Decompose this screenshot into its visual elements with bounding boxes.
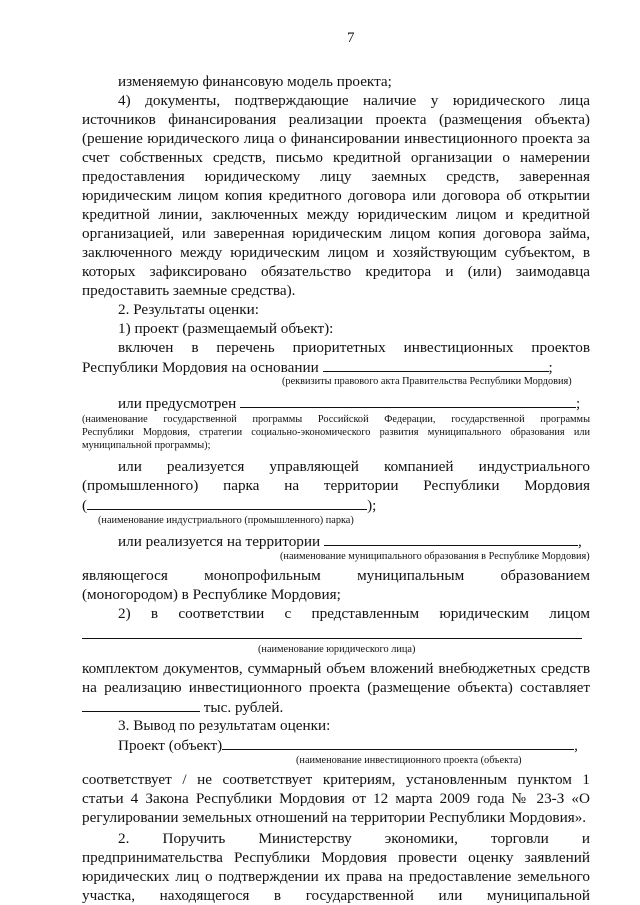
text-line: (промышленного) парка на территории Республики Мордовия bbox=[82, 477, 590, 494]
text-line bbox=[118, 531, 590, 551]
text-line: 2) в соответствии с представленным юридическим лицом bbox=[118, 605, 590, 622]
text-line: 4) документы, подтверждающие наличие у юридического лица bbox=[118, 92, 590, 109]
section-heading: 2. Результаты оценки: bbox=[118, 301, 260, 318]
field-caption: Республики Мордовия, стратегии социально-экономического развития муниципального образования или bbox=[82, 427, 590, 438]
text-fragment: тыс. рублей. bbox=[203, 699, 284, 716]
text-line: (моногородом) в Республике Мордовия; bbox=[82, 586, 341, 603]
text-fragment: Республики Мордовия на основании bbox=[82, 359, 319, 376]
field-caption: (наименование индустриального (промышленного) парка) bbox=[98, 515, 354, 526]
text-line bbox=[82, 495, 590, 515]
text-line bbox=[118, 393, 590, 413]
text-fragment: или реализуется на территории bbox=[118, 533, 321, 550]
blank-field bbox=[82, 697, 200, 712]
text-line: изменяемую финансовую модель проекта; bbox=[118, 73, 392, 90]
text-line: юридическим лицом копия кредитного договора или договора об открытии bbox=[82, 187, 590, 204]
text-line bbox=[118, 735, 590, 755]
text-line: предоставить заемные средства). bbox=[82, 282, 296, 299]
blank-field bbox=[323, 357, 549, 372]
text-line: которых зафиксировано обязательство кредитора и (или) заимодавца bbox=[82, 263, 590, 280]
text-line: включен в перечень приоритетных инвестиционных проектов bbox=[118, 339, 590, 356]
field-caption: (наименование муниципального образования в Республике Мордовия) bbox=[280, 551, 590, 562]
text-fragment: или предусмотрен bbox=[118, 395, 237, 412]
punctuation: , bbox=[577, 533, 582, 550]
punctuation: ; bbox=[548, 359, 553, 376]
text-line: заключенного между юридическим лицом и хозяйствующим субъектом, в bbox=[82, 244, 590, 261]
text-line: регулировании земельных отношений на территории Республики Мордовия». bbox=[82, 809, 587, 826]
text-line: 2. Поручить Министерству экономики, торговли и bbox=[118, 830, 590, 847]
punctuation: ); bbox=[367, 497, 377, 514]
blank-field bbox=[222, 735, 574, 750]
page-number: 7 bbox=[347, 30, 355, 46]
text-line: комплектом документов, суммарный объем вложений внебюджетных средств bbox=[82, 660, 590, 677]
text-line: на реализацию инвестиционного проекта (размещение объекта) составляет bbox=[82, 679, 590, 696]
field-caption: (наименование инвестиционного проекта (объекта) bbox=[296, 755, 522, 766]
punctuation: , bbox=[574, 737, 578, 754]
text-line: предоставления юридическому лицу заемных средств, заверенная bbox=[82, 168, 590, 185]
section-heading: 3. Вывод по результатам оценки: bbox=[118, 717, 331, 734]
field-caption: (наименование государственной программы Российской Федерации, государственной программы bbox=[82, 414, 590, 425]
text-line: предпринимательства Республики Мордовия провести оценку заявлений bbox=[82, 849, 590, 866]
text-line bbox=[82, 357, 590, 377]
text-line: 1) проект (размещаемый объект): bbox=[118, 320, 334, 337]
text-line: счет собственных средств, письмо кредитной организации о намерении bbox=[82, 149, 590, 166]
text-line: статьи 4 Закона Республики Мордовия от 12 марта 2009 года № 23-З «О bbox=[82, 790, 590, 807]
text-line bbox=[82, 697, 590, 717]
text-line: (решение юридического лица о финансировании инвестиционного проекта за bbox=[82, 130, 590, 147]
text-line: соответствует / не соответствует критериям, установленным пунктом 1 bbox=[82, 771, 590, 788]
field-caption: муниципальной программы); bbox=[82, 440, 211, 451]
blank-field bbox=[324, 531, 578, 546]
blank-field bbox=[240, 393, 576, 408]
text-line: организацией, или заверенная юридическим лицом копия договора займа, bbox=[82, 225, 590, 242]
field-caption: (реквизиты правового акта Правительства Республики Мордовия) bbox=[282, 376, 572, 387]
text-line: являющегося монопрофильным муниципальным образованием bbox=[82, 567, 590, 584]
punctuation: ; bbox=[576, 395, 581, 412]
text-line: источников финансирования реализации проекта (размещения объекта) bbox=[82, 111, 590, 128]
field-caption: (наименование юридического лица) bbox=[258, 644, 416, 655]
text-line: кредитной линии, заключенных между юридическим лицом и кредитной bbox=[82, 206, 590, 223]
text-line: или реализуется управляющей компанией индустриального bbox=[118, 458, 590, 475]
text-line: юридических лиц о подтверждении их права на предоставление земельного bbox=[82, 868, 590, 885]
punctuation: ( bbox=[82, 497, 88, 514]
blank-field bbox=[82, 624, 582, 639]
text-line bbox=[82, 624, 590, 644]
text-line: участка, находящегося в государственной или муниципальной bbox=[82, 887, 590, 904]
blank-field bbox=[87, 495, 367, 510]
text-fragment: Проект (объект) bbox=[118, 737, 223, 754]
